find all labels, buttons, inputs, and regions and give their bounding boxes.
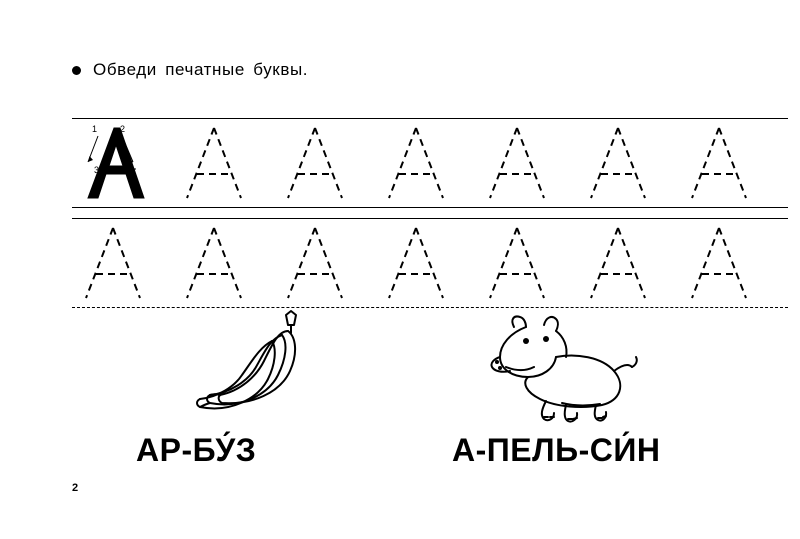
instruction-row	[72, 60, 308, 80]
row2-top-rule	[72, 218, 788, 219]
page-number: 2	[72, 482, 79, 494]
bananas-icon	[160, 305, 340, 425]
word-label-right: А-ПЕЛЬ-СИ́Н	[452, 432, 661, 468]
trace-letter[interactable]	[480, 222, 554, 304]
row1-baseline-rule	[72, 207, 788, 208]
trace-letter[interactable]	[682, 222, 756, 304]
bullet-dot-icon	[72, 66, 81, 75]
trace-letter[interactable]	[480, 122, 554, 204]
hippo-icon	[470, 305, 660, 425]
picture-area	[0, 305, 800, 435]
trace-letter[interactable]	[379, 222, 453, 304]
model-letter-solid	[76, 122, 150, 204]
trace-letter[interactable]	[76, 222, 150, 304]
trace-letter[interactable]	[379, 122, 453, 204]
stroke-number-2: 2	[120, 124, 126, 134]
trace-letter[interactable]	[581, 222, 655, 304]
trace-letter[interactable]	[177, 222, 251, 304]
trace-letter[interactable]	[581, 122, 655, 204]
stroke-number-3: 3	[94, 165, 100, 175]
practice-row-1	[72, 118, 788, 208]
instruction-text: Обведи печатные буквы.	[93, 60, 309, 79]
trace-letter[interactable]	[278, 122, 352, 204]
trace-letter[interactable]	[278, 222, 352, 304]
word-label-left: АР-БУ́З	[136, 432, 257, 468]
trace-letter[interactable]	[177, 122, 251, 204]
row1-top-rule	[72, 118, 788, 119]
stroke-number-1: 1	[92, 124, 98, 134]
practice-row-2	[72, 218, 788, 308]
trace-letter[interactable]	[682, 122, 756, 204]
